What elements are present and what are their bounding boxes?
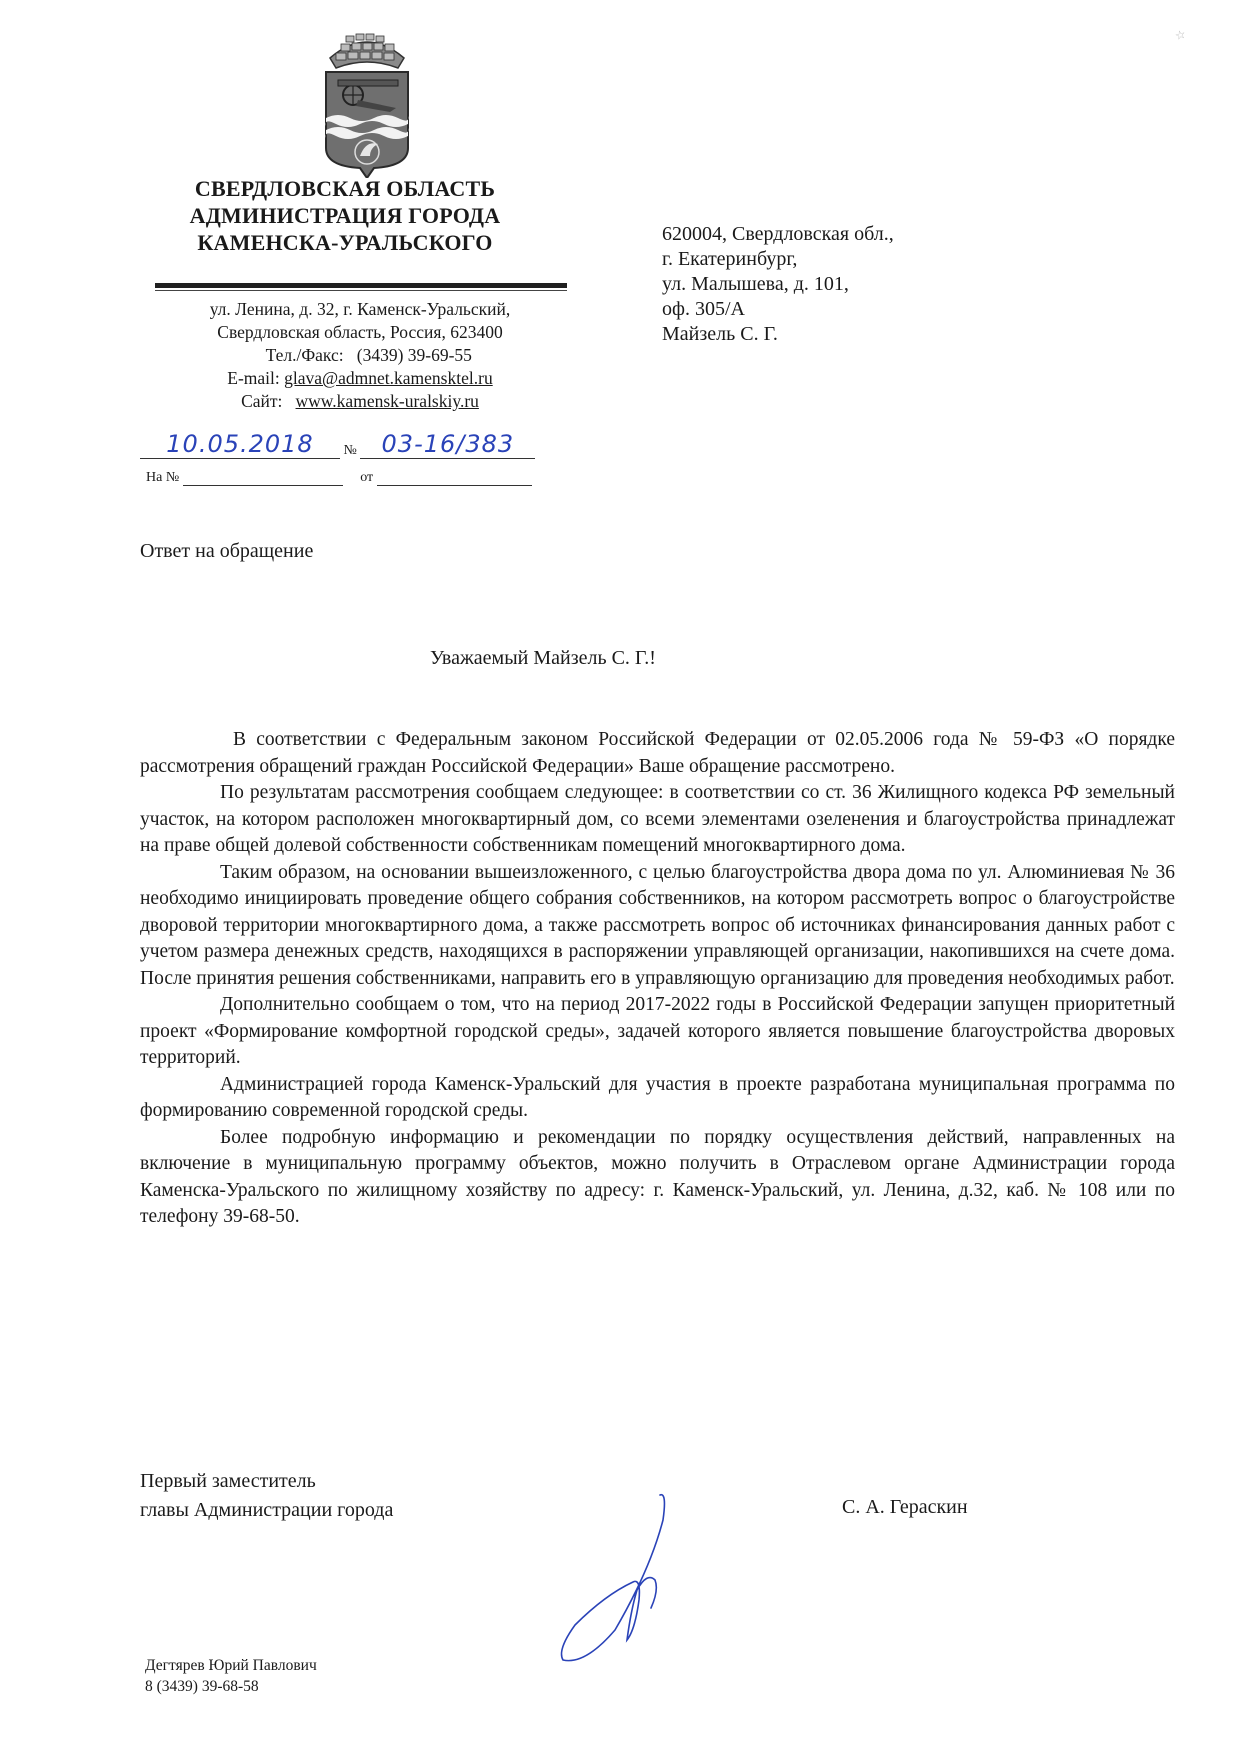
outgoing-number: 03-16/383 [381,430,515,458]
body-paragraph: Дополнительно сообщаем о том, что на период 2017-2022 годы в Российской Федерации запущен приоритетный проект «Формирование комфортной городской среды», задачей которого является повышение благоустройства дворовых территорий. [140,994,1175,1068]
body-paragraph: Администрацией города Каменск-Уральский для участия в проекте разработана муниципальная программа по формированию современной городской среды. [140,1073,1175,1121]
coat-of-arms-icon [308,28,426,178]
sender-address-line: Свердловская область, Россия, 623400 [217,322,503,342]
salutation: Уважаемый Майзель С. Г.! [430,647,656,669]
letterhead-divider [155,283,567,288]
site-link[interactable]: www.kamensk-uralskiy.ru [295,391,479,411]
sender-contacts [150,298,570,413]
recipient-line: оф. 305/А [662,298,745,320]
outgoing-number-field [360,430,535,459]
ref-number-field [183,471,343,486]
executor-phone: 8 (3439) 39-68-58 [145,1678,259,1695]
recipient-name: Майзель С. Г. [662,323,778,345]
signatory-title-line: главы Администрации города [140,1499,394,1521]
phone-label: Тел./Факс: [265,345,344,365]
ref-date-label: от [360,470,374,485]
body-paragraph: Более подробную информацию и рекомендации по порядку осуществления действий, направленных на включение в муниципальную программу объектов, можно получить в Отраслевом органе Администрации города Каменска-Уральского по жилищному хозяйству по адресу: г. Каменск-Уральский, ул. Ленина, д.32, каб. № 108 или по телефону 39-68-50. [140,1126,1175,1227]
outgoing-date: 10.05.2018 [166,430,314,458]
signatory-title-line: Первый заместитель [140,1470,316,1492]
number-symbol: № [343,443,357,458]
body-paragraph: В соответствии с Федеральным законом Российской Федерации от 02.05.2006 года № 59-ФЗ «О порядке рассмотрения обращений граждан Российской Федерации» Ваше обращение рассмотрено. [140,729,1175,777]
signatory-title [140,1467,393,1525]
email-link[interactable]: glava@admnet.kamensktel.ru [284,368,493,388]
body-paragraph: Таким образом, на основании вышеизложенного, с целью благоустройства двора дома по ул. Алюминиевая № 36 необходимо инициировать проведение общего собрания собственников, на котором рассмотреть вопрос о благоустройстве дворовой территории многоквартирного дома, а также рассмотреть вопрос об источниках финансирования данных работ с учетом размера денежных средств, находящихся в распоряжении управляющей организации, накопившихся на счете дома. После принятия решения собственниками, направить его в управляющую организацию для проведения необходимых работ. [140,861,1175,989]
org-line: СВЕРДЛОВСКАЯ ОБЛАСТЬ [194,176,496,201]
org-line: КАМЕНСКА-УРАЛЬСКОГО [197,230,493,255]
letter-body [140,727,1175,1231]
executor-name: Дегтярев Юрий Павлович [145,1657,317,1674]
sender-phone [150,344,570,367]
letterhead-divider-thin [155,290,567,291]
email-label: E-mail: [227,368,280,388]
recipient-line: 620004, Свердловская обл., [662,223,894,245]
ref-date-field [377,471,532,486]
recipient-line: г. Екатеринбург, [662,248,798,270]
site-label: Сайт: [241,391,283,411]
outgoing-date-field [140,430,340,459]
ref-number-label: На № [146,470,180,485]
sender-address-line: ул. Ленина, д. 32, г. Каменск-Уральский, [209,299,511,319]
signatory-name: С. А. Гераскин [842,1496,968,1518]
corner-mark: ☆ [1173,26,1188,44]
registration-row [140,430,560,460]
phone-value: (3439) 39-69-55 [356,345,472,365]
sender-site [150,390,570,413]
recipient-line: ул. Малышева, д. 101, [662,273,849,295]
sender-email [150,367,570,390]
body-paragraph: По результатам рассмотрения сообщаем следующее: в соответствии со ст. 36 Жилищного кодекса РФ земельный участок, на котором расположен многоквартирный дом, со всеми элементами озеленения и благоустройства принадлежат на праве общей долевой собственности собственникам помещений многоквартирного дома. [140,782,1175,856]
organization-name [150,175,540,256]
org-line: АДМИНИСТРАЦИЯ ГОРОДА [189,203,501,228]
recipient-address [662,222,894,347]
letter-subject: Ответ на обращение [140,540,314,562]
reference-row [146,470,566,486]
executor-info [145,1655,317,1697]
signature-icon [555,1490,695,1670]
